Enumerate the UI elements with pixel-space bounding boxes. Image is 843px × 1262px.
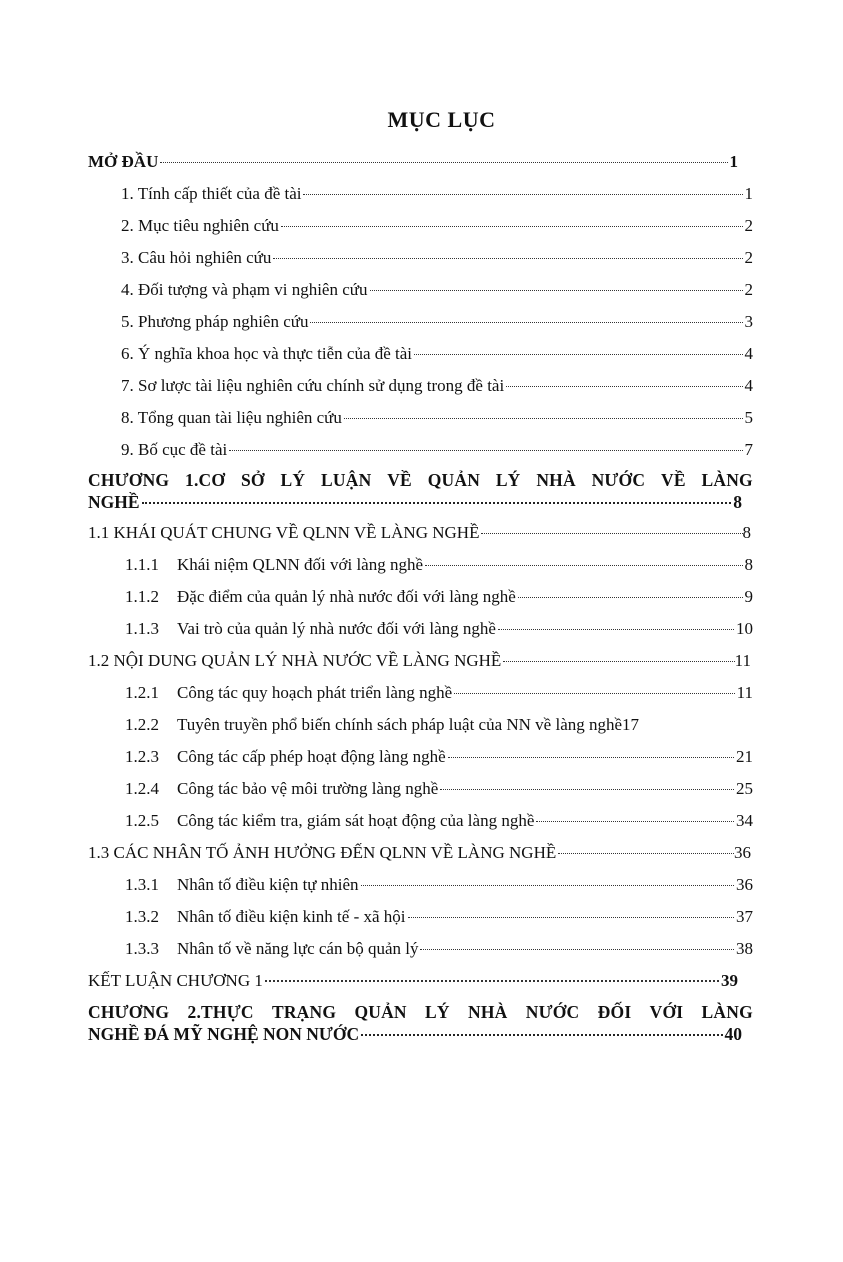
toc-entry-page: 9 xyxy=(744,587,753,606)
toc-entry[interactable] xyxy=(88,210,753,242)
dot-leader xyxy=(408,917,734,918)
toc-entry-label: Công tác quy hoạch phát triển làng nghề xyxy=(177,683,453,702)
toc-entry-label: 1.3 CÁC NHÂN TỐ ẢNH HƯỞNG ĐẾN QLNN VỀ LÀNG NGHỀ xyxy=(88,843,557,862)
toc-entry-label: 4. Đối tượng và phạm vi nghiên cứu xyxy=(121,280,368,299)
toc-entry-label: Đặc điểm của quản lý nhà nước đối với làng nghề xyxy=(177,587,516,606)
toc-entry-page: 4 xyxy=(744,344,753,363)
dot-leader xyxy=(454,693,734,694)
toc-entry-page: 1 xyxy=(729,152,738,171)
toc-entry-label: 1.1 KHÁI QUÁT CHUNG VỀ QLNN VỀ LÀNG NGHỀ xyxy=(88,523,480,542)
toc-entry-label: 6. Ý nghĩa khoa học và thực tiễn của đề tài xyxy=(121,344,413,363)
dot-leader xyxy=(448,757,734,758)
toc-entry[interactable] xyxy=(88,741,753,773)
dot-leader xyxy=(361,885,734,886)
chapter-word: QUẢN xyxy=(427,470,481,490)
dot-leader xyxy=(303,194,742,195)
toc-entry-label: MỞ ĐẦU xyxy=(88,152,159,171)
toc-entry[interactable] xyxy=(88,338,753,370)
toc-entry[interactable] xyxy=(88,549,753,581)
chapter-word: CHƯƠNG xyxy=(88,470,170,490)
toc-entry-page: 5 xyxy=(744,408,753,427)
chapter-word: ĐỐI xyxy=(597,1002,632,1022)
dot-leader xyxy=(361,1034,722,1036)
chapter-word: NƯỚC xyxy=(591,470,646,490)
toc-entry-page: 34 xyxy=(736,811,753,830)
toc-entry-page: 8 xyxy=(742,523,751,542)
chapter-word: NHÀ xyxy=(536,470,576,490)
dot-leader xyxy=(503,661,734,662)
toc-entry-number: 1.2.5 xyxy=(125,811,159,830)
chapter-word: LÝ xyxy=(280,470,306,490)
chapter-title-continuation: NGHỀ ĐÁ MỸ NGHỆ NON NƯỚC xyxy=(88,1024,360,1044)
chapter-word: LUẬN xyxy=(321,470,372,490)
toc-entry-page: 2 xyxy=(744,216,753,235)
toc-entry-page: 21 xyxy=(736,747,753,766)
toc-entry-page: 10 xyxy=(736,619,753,638)
toc-entry-label: 8. Tổng quan tài liệu nghiên cứu xyxy=(121,408,342,427)
dot-leader xyxy=(310,322,742,323)
intro-items xyxy=(88,178,753,466)
toc-entry-number: 1.2.1 xyxy=(125,683,159,702)
toc-entry-number: 1.1.2 xyxy=(125,587,159,606)
chapter-word: LÀNG xyxy=(701,470,753,490)
toc-entry[interactable] xyxy=(88,901,753,933)
dot-leader xyxy=(481,533,742,534)
toc-entry[interactable] xyxy=(88,581,753,613)
toc-entry-page: 3 xyxy=(744,312,753,331)
toc-entry-page: 37 xyxy=(736,907,753,926)
toc-entry-number: 1.2.3 xyxy=(125,747,159,766)
toc-entry-section-1-3[interactable] xyxy=(88,837,753,869)
toc-entry-conclusion-1[interactable] xyxy=(88,965,738,997)
toc-entry-page: 4 xyxy=(744,376,753,395)
toc-entry-label: 2. Mục tiêu nghiên cứu xyxy=(121,216,279,235)
chapter-word: VỀ xyxy=(661,470,686,490)
dot-leader xyxy=(414,354,742,355)
toc-entry[interactable] xyxy=(88,242,753,274)
chapter-word: LÝ xyxy=(495,470,521,490)
toc-entry-section-1-2[interactable] xyxy=(88,645,753,677)
toc-entry-label: Tuyên truyền phổ biến chính sách pháp luật của NN về làng nghề xyxy=(177,715,623,734)
toc-entry-number: 1.3.2 xyxy=(125,907,159,926)
toc-entry-page: 17 xyxy=(622,715,640,734)
toc-entry-label: Nhân tố điều kiện tự nhiên xyxy=(177,875,359,894)
chapter-word: QUẢN xyxy=(354,1002,407,1022)
toc-entry-label: 1. Tính cấp thiết của đề tài xyxy=(121,184,302,203)
toc-entry-page: 7 xyxy=(744,440,753,459)
toc-entry-page: 11 xyxy=(736,683,753,702)
chapter-word: 1.CƠ xyxy=(185,470,226,490)
toc-entry-page: 2 xyxy=(744,280,753,299)
dot-leader xyxy=(498,629,734,630)
toc-entry-label: 5. Phương pháp nghiên cứu xyxy=(121,312,309,331)
toc-entry-number: 1.1.3 xyxy=(125,619,159,638)
toc-entry-page: 11 xyxy=(734,651,751,670)
toc-entry[interactable] xyxy=(88,869,753,901)
toc-entry[interactable] xyxy=(88,613,753,645)
dot-leader xyxy=(229,450,742,451)
toc-entry-page: 1 xyxy=(744,184,753,203)
chapter-word: NHÀ xyxy=(468,1002,508,1022)
toc-entry-page: 25 xyxy=(736,779,753,798)
toc-entry-page: 39 xyxy=(721,971,738,990)
toc-entry-number: 1.2.2 xyxy=(125,715,159,734)
toc-entry[interactable] xyxy=(88,370,753,402)
toc-entry[interactable] xyxy=(88,402,753,434)
chapter-title-line xyxy=(88,491,742,513)
dot-leader xyxy=(344,418,743,419)
toc-entry-section-1-1[interactable] xyxy=(88,517,753,549)
toc-entry-number: 1.3.3 xyxy=(125,939,159,958)
dot-leader xyxy=(518,597,743,598)
toc-entry-label: Nhân tố điều kiện kinh tế - xã hội xyxy=(177,907,406,926)
table-of-contents xyxy=(88,146,753,1049)
chapter-word: LÀNG xyxy=(701,1002,753,1022)
chapter-title-continuation: NGHỀ xyxy=(88,492,140,512)
toc-entry-page: 40 xyxy=(724,1024,742,1044)
toc-entry[interactable] xyxy=(88,434,753,466)
toc-entry-label: Khái niệm QLNN đối với làng nghề xyxy=(177,555,424,574)
dot-leader xyxy=(281,226,743,227)
toc-entry[interactable] xyxy=(88,709,753,741)
toc-entry[interactable] xyxy=(88,773,753,805)
toc-entry-label: Công tác kiểm tra, giám sát hoạt động của làng nghề xyxy=(177,811,535,830)
toc-entry-label: 9. Bố cục đề tài xyxy=(121,440,228,459)
chapter-title-line xyxy=(88,1001,753,1023)
toc-entry-page: 38 xyxy=(736,939,753,958)
toc-entry[interactable] xyxy=(88,306,753,338)
toc-entry-number: 1.1.1 xyxy=(125,555,159,574)
chapter-word: VỀ xyxy=(387,470,412,490)
toc-entry[interactable] xyxy=(88,805,753,837)
toc-entry-page: 36 xyxy=(736,875,753,894)
toc-entry-label: Công tác cấp phép hoạt động làng nghề xyxy=(177,747,446,766)
toc-entry-page: 8 xyxy=(733,492,742,512)
dot-leader xyxy=(142,502,732,504)
toc-entry-number: 1.3.1 xyxy=(125,875,159,894)
chapter-word: LÝ xyxy=(425,1002,450,1022)
chapter-word: CHƯƠNG xyxy=(88,1002,170,1022)
dot-leader xyxy=(425,565,742,566)
toc-entry-label: KẾT LUẬN CHƯƠNG 1 xyxy=(88,971,263,990)
toc-entry-intro[interactable] xyxy=(88,146,738,178)
chapter-word: SỞ xyxy=(241,470,265,490)
toc-entry-number: 1.2.4 xyxy=(125,779,159,798)
toc-entry-label: Công tác bảo vệ môi trường làng nghề xyxy=(177,779,439,798)
dot-leader xyxy=(273,258,742,259)
toc-entry[interactable] xyxy=(88,274,753,306)
dot-leader xyxy=(370,290,743,291)
toc-entry-page: 8 xyxy=(744,555,753,574)
chapter-title-line xyxy=(88,469,753,491)
toc-entry-label: 7. Sơ lược tài liệu nghiên cứu chính sử dụng trong đề tài xyxy=(121,376,505,395)
toc-entry-chapter-1[interactable] xyxy=(88,469,753,513)
dot-leader xyxy=(265,980,719,982)
toc-title: MỤC LỤC xyxy=(387,107,496,132)
chapter-word: 2.THỰC xyxy=(187,1002,254,1022)
dot-leader xyxy=(506,386,742,387)
chapter-word: TRẠNG xyxy=(271,1002,337,1022)
toc-entry-label: Vai trò của quản lý nhà nước đối với làng nghề xyxy=(177,619,496,638)
toc-entry-label: 1.2 NỘI DUNG QUẢN LÝ NHÀ NƯỚC VỀ LÀNG NGHỀ xyxy=(88,651,502,670)
dot-leader xyxy=(420,949,734,950)
dot-leader xyxy=(160,162,727,163)
dot-leader xyxy=(558,853,734,854)
toc-entry-page: 2 xyxy=(744,248,753,267)
dot-leader xyxy=(536,821,734,822)
toc-entry-label: Nhân tố về năng lực cán bộ quản lý xyxy=(177,939,419,958)
chapter-word: VỚI xyxy=(649,1002,684,1022)
chapter-title-line xyxy=(88,1023,742,1045)
toc-entry-page: 36 xyxy=(734,843,751,862)
toc-entry-chapter-2[interactable] xyxy=(88,1001,753,1045)
toc-entry[interactable] xyxy=(88,933,753,965)
toc-entry-label: 3. Câu hỏi nghiên cứu xyxy=(121,248,272,267)
toc-entry[interactable] xyxy=(88,178,753,210)
toc-entry[interactable] xyxy=(88,677,753,709)
chapter-word: NƯỚC xyxy=(525,1002,580,1022)
dot-leader xyxy=(440,789,734,790)
